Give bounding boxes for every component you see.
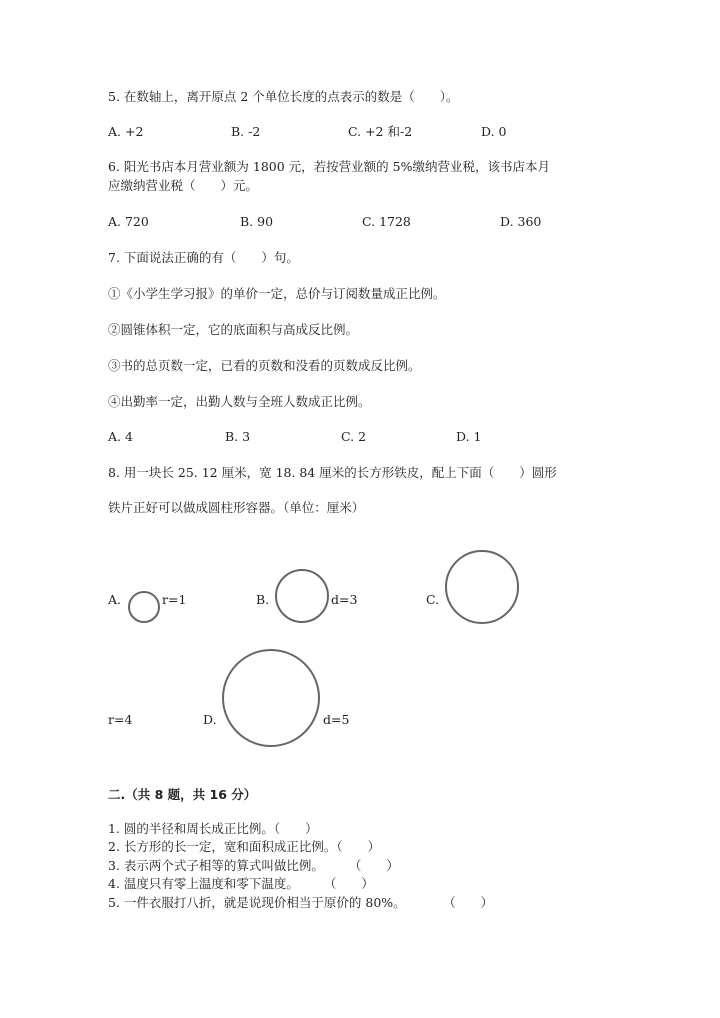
q5-option-d: D. 0 xyxy=(481,124,507,139)
figure-a-label: A. xyxy=(108,592,122,607)
q5-option-b: B. -2 xyxy=(231,124,261,139)
q6-option-b: B. 90 xyxy=(240,214,274,229)
question-8-line2: 铁片正好可以做成圆柱形容器。（单位：厘米） xyxy=(108,500,365,515)
circle-b xyxy=(276,570,328,622)
q7-option-c: C. 2 xyxy=(341,429,367,444)
tf-item: 2. 长方形的长一定，宽和面积成正比例。（ ） xyxy=(108,839,381,854)
question-8-line1: 8. 用一块长 25. 12 厘米，宽 18. 84 厘米的长方形铁皮，配上下面（ ）圆形 xyxy=(108,465,557,480)
question-6-line1: 6. 阳光书店本月营业额为 1800 元，若按营业额的 5%缴纳营业税，该书店本月 xyxy=(108,159,550,174)
figure-b-label: B. xyxy=(256,592,270,607)
q7-option-d: D. 1 xyxy=(456,429,482,444)
circle-d xyxy=(223,650,319,746)
figure-b-measure: d=3 xyxy=(331,592,358,607)
question-7: 7. 下面说法正确的有（ ）句。 xyxy=(108,250,299,265)
q7-option-a: A. 4 xyxy=(108,429,133,444)
tf-item: 3. 表示两个式子相等的算式叫做比例。 （ ） xyxy=(108,858,399,873)
q7-statement: ②圆锥体积一定，它的底面积与高成反比例。 xyxy=(108,322,359,337)
question-6-line2: 应缴纳营业税（ ）元。 xyxy=(108,178,259,193)
figure-d-measure: d=5 xyxy=(323,712,350,727)
figure-a-measure: r=1 xyxy=(162,592,187,607)
q6-option-c: C. 1728 xyxy=(362,214,411,229)
q5-option-c: C. +2 和-2 xyxy=(348,124,413,139)
q7-statement: ③书的总页数一定，已看的页数和没看的页数成反比例。 xyxy=(108,358,421,373)
tf-item: 5. 一件衣服打八折，就是说现价相当于原价的 80%。 （ ） xyxy=(108,895,494,910)
q5-option-a: A. +2 xyxy=(108,124,144,139)
circle-a xyxy=(129,592,159,622)
tf-item: 4. 温度只有零上温度和零下温度。 （ ） xyxy=(108,876,374,891)
tf-item: 1. 圆的半径和周长成正比例。（ ） xyxy=(108,821,318,836)
q7-option-b: B. 3 xyxy=(225,429,251,444)
q7-statement: ④出勤率一定，出勤人数与全班人数成正比例。 xyxy=(108,394,371,409)
q6-option-d: D. 360 xyxy=(500,214,542,229)
q6-option-a: A. 720 xyxy=(108,214,149,229)
question-5: 5. 在数轴上，离开原点 2 个单位长度的点表示的数是（ ）。 xyxy=(108,89,459,104)
q7-statement: ①《小学生学习报》的单价一定，总价与订阅数量成正比例。 xyxy=(108,286,446,301)
figure-c-label: C. xyxy=(426,592,440,607)
figure-c-measure: r=4 xyxy=(108,712,133,727)
circle-c xyxy=(446,551,518,623)
section-2-title: 二.（共 8 题，共 16 分） xyxy=(108,787,257,802)
figure-d-label: D. xyxy=(203,712,217,727)
